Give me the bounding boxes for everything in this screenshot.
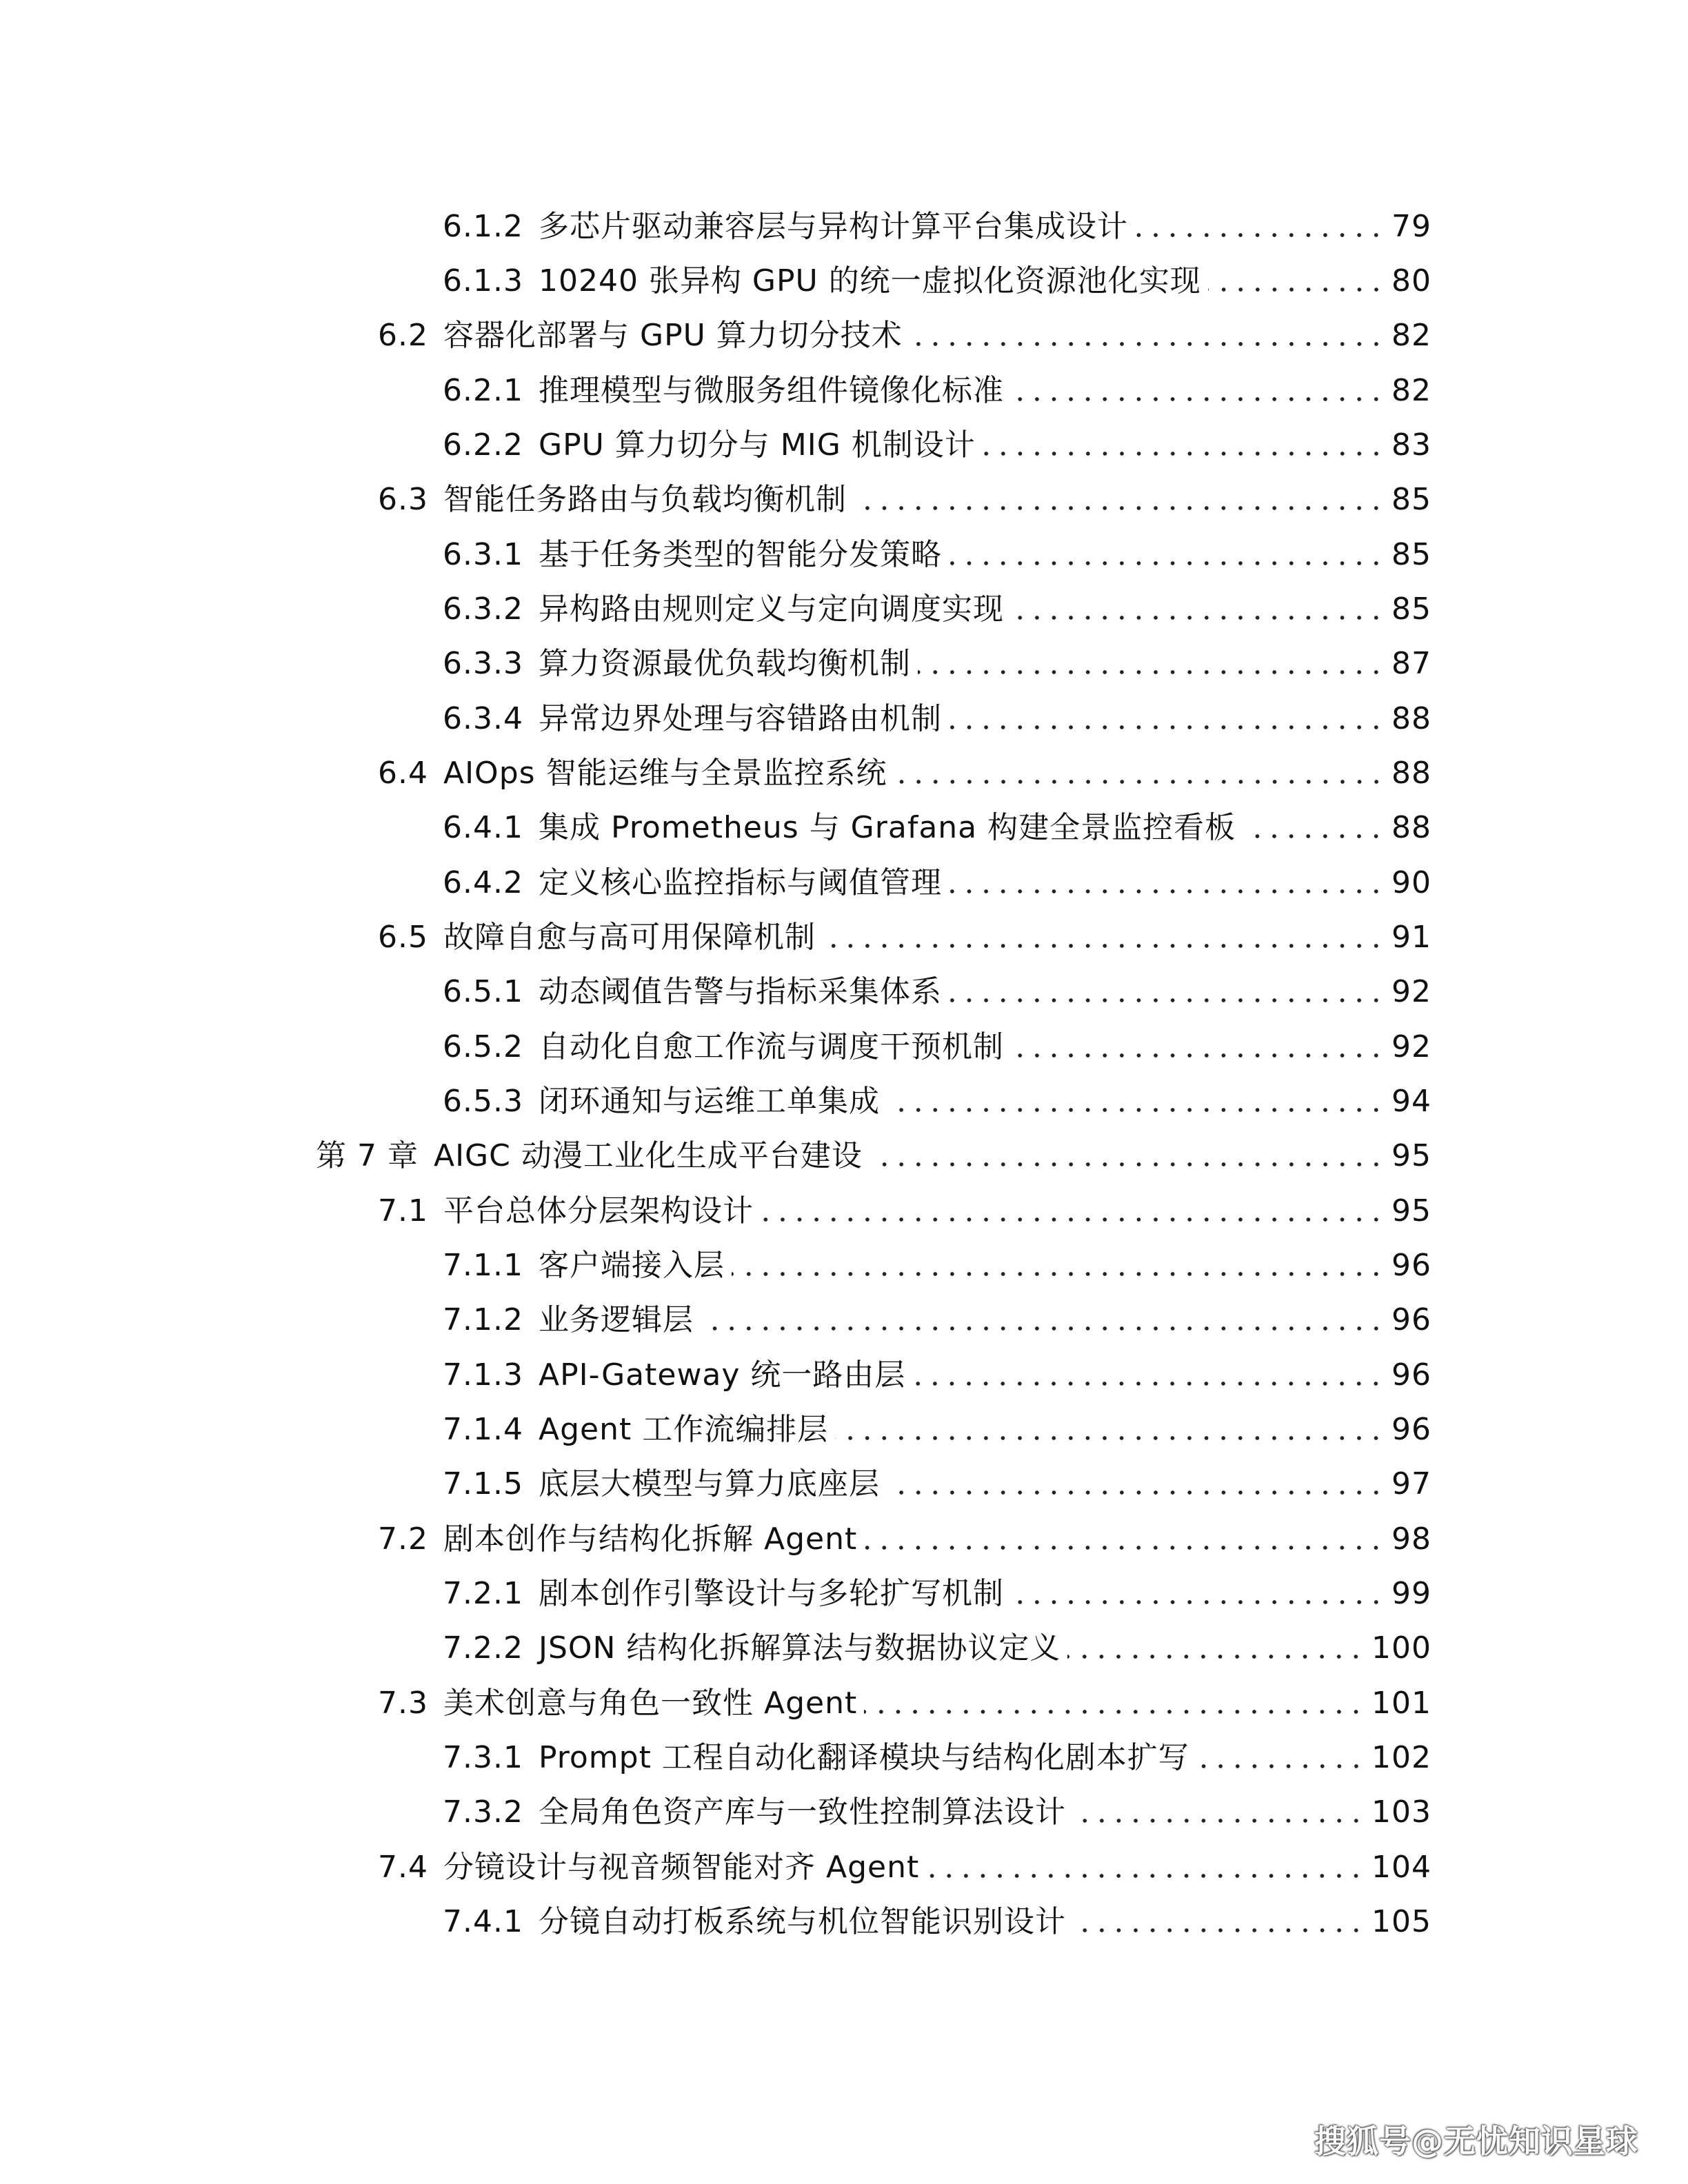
toc-entry-page: 88 xyxy=(1391,701,1431,736)
toc-entry-number: 7.1.2 xyxy=(443,1302,523,1337)
toc-entry-page: 99 xyxy=(1391,1576,1431,1611)
toc-entry-page: 98 xyxy=(1391,1521,1431,1557)
toc-entry[interactable] xyxy=(443,1573,1431,1615)
toc-entry-number: 6.3.3 xyxy=(443,646,523,681)
toc-entry[interactable] xyxy=(378,752,1431,795)
toc-entry-title: AIGC 动漫工业化生成平台建设 xyxy=(433,1138,863,1173)
toc-entry[interactable] xyxy=(443,807,1431,849)
toc-dot-leader xyxy=(1208,287,1385,292)
toc-entry-number: 7.4.1 xyxy=(443,1904,523,1939)
toc-entry-number: 6.1.3 xyxy=(443,263,523,299)
toc-entry-page: 87 xyxy=(1391,646,1431,681)
toc-entry-title: AIOps 智能运维与全景监控系统 xyxy=(443,756,887,791)
toc-entry-title: 多芯片驱动兼容层与异构计算平台集成设计 xyxy=(538,209,1128,244)
toc-dot-leader xyxy=(1011,397,1385,401)
toc-entry-number: 6.3.4 xyxy=(443,701,523,736)
toc-entry-title: 定义核心监控指标与阈值管理 xyxy=(538,865,942,900)
toc-entry-number: 7.1.4 xyxy=(443,1412,523,1447)
toc-entry-page: 92 xyxy=(1391,1029,1431,1064)
toc-entry-number: 7.3.2 xyxy=(443,1794,523,1830)
toc-entry[interactable] xyxy=(443,205,1431,248)
toc-entry[interactable] xyxy=(443,1791,1431,1834)
toc-dot-leader xyxy=(864,1710,1365,1714)
toc-entry-title: 业务逻辑层 xyxy=(538,1302,694,1337)
toc-entry[interactable] xyxy=(443,534,1431,576)
toc-entry-number: 7.1 xyxy=(378,1193,428,1228)
toc-entry[interactable] xyxy=(443,1026,1431,1069)
toc-entry-page: 83 xyxy=(1391,427,1431,463)
toc-dot-leader xyxy=(949,725,1385,729)
toc-dot-leader xyxy=(1196,1764,1365,1768)
toc-entry[interactable] xyxy=(378,1846,1431,1889)
toc-entry[interactable] xyxy=(443,643,1431,685)
toc-entry-title: 全局角色资产库与一致性控制算法设计 xyxy=(538,1794,1066,1830)
toc-entry[interactable] xyxy=(443,1627,1431,1670)
toc-dot-leader xyxy=(823,944,1385,948)
toc-entry-number: 7.3.1 xyxy=(443,1740,523,1775)
toc-entry[interactable] xyxy=(443,1901,1431,1943)
toc-entry-title: GPU 算力切分与 MIG 机制设计 xyxy=(538,427,976,463)
toc-entry-number: 6.3.2 xyxy=(443,592,523,627)
toc-dot-leader xyxy=(1011,1053,1385,1058)
toc-entry[interactable] xyxy=(443,1463,1431,1506)
toc-entry-title: 分镜设计与视音频智能对齐 Agent xyxy=(443,1850,920,1885)
toc-entry-number: 6.1.2 xyxy=(443,209,523,244)
toc-entry-number: 6.4 xyxy=(378,756,428,791)
toc-dot-leader xyxy=(894,780,1385,784)
toc-entry-title: 故障自愈与高可用保障机制 xyxy=(443,920,816,955)
toc-entry-title: 动态阈值告警与指标采集体系 xyxy=(538,974,942,1009)
toc-entry-page: 103 xyxy=(1372,1794,1431,1830)
toc-entry-page: 105 xyxy=(1372,1904,1431,1939)
toc-entry-title: 平台总体分层架构设计 xyxy=(443,1193,754,1228)
toc-entry-page: 94 xyxy=(1391,1084,1431,1119)
toc-entry-number: 6.2 xyxy=(378,318,428,353)
toc-entry-page: 100 xyxy=(1372,1630,1431,1666)
toc-entry[interactable] xyxy=(378,314,1431,357)
toc-entry-title: 分镜自动打板系统与机位智能识别设计 xyxy=(538,1904,1066,1939)
toc-entry-title: 闭环通知与运维工单集成 xyxy=(538,1084,880,1119)
toc-entry[interactable] xyxy=(443,1354,1431,1397)
toc-entry-page: 82 xyxy=(1391,373,1431,408)
toc-entry-page: 88 xyxy=(1391,810,1431,845)
toc-entry-page: 85 xyxy=(1391,482,1431,517)
toc-entry[interactable] xyxy=(378,1190,1431,1233)
toc-entry[interactable] xyxy=(443,1408,1431,1451)
toc-entry-title: 异构路由规则定义与定向调度实现 xyxy=(538,592,1004,627)
toc-entry-title: Agent 工作流编排层 xyxy=(538,1412,829,1447)
toc-entry[interactable] xyxy=(378,916,1431,959)
toc-entry-number: 6.5.3 xyxy=(443,1084,523,1119)
toc-entry-title: 智能任务路由与负载均衡机制 xyxy=(443,482,847,517)
toc-dot-leader xyxy=(732,1272,1385,1276)
toc-dot-leader xyxy=(864,1546,1385,1550)
toc-dot-leader xyxy=(1011,1600,1385,1604)
toc-dot-leader xyxy=(949,889,1385,893)
toc-entry-page: 104 xyxy=(1372,1850,1431,1885)
toc-dot-leader xyxy=(983,452,1385,456)
toc-dot-leader xyxy=(949,561,1385,565)
toc-entry[interactable] xyxy=(443,1080,1431,1123)
toc-entry-title: 底层大模型与算力底座层 xyxy=(538,1466,880,1502)
toc-dot-leader xyxy=(1243,834,1385,838)
toc-dot-leader xyxy=(887,1108,1385,1112)
toc-entry-number: 7.2.1 xyxy=(443,1576,523,1611)
toc-entry-number: 7.3 xyxy=(378,1686,428,1721)
toc-entry[interactable] xyxy=(378,1682,1431,1725)
toc-entry[interactable] xyxy=(443,1299,1431,1342)
toc-entry-page: 97 xyxy=(1391,1466,1431,1502)
toc-entry-title: 算力资源最优负载均衡机制 xyxy=(538,646,911,681)
toc-dot-leader xyxy=(761,1217,1385,1222)
toc-entry[interactable] xyxy=(443,370,1431,412)
toc-entry-title: 剧本创作与结构化拆解 Agent xyxy=(443,1521,858,1557)
toc-entry-title: 推理模型与微服务组件镜像化标准 xyxy=(538,373,1004,408)
toc-entry-page: 92 xyxy=(1391,974,1431,1009)
toc-dot-leader xyxy=(1011,616,1385,620)
toc-entry-page: 88 xyxy=(1391,756,1431,791)
toc-entry-title: 容器化部署与 GPU 算力切分技术 xyxy=(443,318,903,353)
toc-entry-title: 基于任务类型的智能分发策略 xyxy=(538,537,942,572)
toc-entry-number: 7.1.5 xyxy=(443,1466,523,1502)
toc-entry-number: 6.5.2 xyxy=(443,1029,523,1064)
toc-entry-page: 95 xyxy=(1391,1138,1431,1173)
toc-dot-leader xyxy=(912,1382,1385,1386)
toc-entry[interactable] xyxy=(443,971,1431,1013)
toc-dot-leader xyxy=(854,506,1385,510)
toc-entry-page: 96 xyxy=(1391,1357,1431,1393)
toc-dot-leader xyxy=(887,1490,1385,1495)
toc-entry-page: 90 xyxy=(1391,865,1431,900)
toc-entry[interactable] xyxy=(443,424,1431,467)
toc-dot-leader xyxy=(1073,1928,1365,1932)
toc-entry-page: 96 xyxy=(1391,1248,1431,1283)
toc-entry-page: 80 xyxy=(1391,263,1431,299)
toc-dot-leader xyxy=(1067,1655,1365,1659)
toc-entry[interactable] xyxy=(316,1135,1431,1177)
toc-entry-page: 85 xyxy=(1391,592,1431,627)
toc-dot-leader xyxy=(949,998,1385,1002)
toc-entry[interactable] xyxy=(443,260,1431,303)
toc-entry-number: 6.2.1 xyxy=(443,373,523,408)
toc-dot-leader xyxy=(926,1874,1365,1878)
toc-entry-number: 6.4.2 xyxy=(443,865,523,900)
toc-dot-leader xyxy=(701,1326,1385,1331)
toc-dot-leader xyxy=(918,670,1385,674)
toc-entry-title: 10240 张异构 GPU 的统一虚拟化资源池化实现 xyxy=(538,263,1201,299)
toc-dot-leader xyxy=(870,1162,1385,1166)
toc-entry-page: 79 xyxy=(1391,209,1431,244)
toc-entry-page: 96 xyxy=(1391,1302,1431,1337)
toc-entry[interactable] xyxy=(443,698,1431,740)
toc-entry-page: 102 xyxy=(1372,1740,1431,1775)
toc-entry-number: 6.3.1 xyxy=(443,537,523,572)
toc-entry-title: JSON 结构化拆解算法与数据协议定义 xyxy=(538,1630,1061,1666)
toc-entry-page: 96 xyxy=(1391,1412,1431,1447)
toc-entry-number: 7.1.3 xyxy=(443,1357,523,1393)
toc-entry[interactable] xyxy=(443,1244,1431,1287)
toc-entry[interactable] xyxy=(443,588,1431,631)
toc-entry-title: API-Gateway 统一路由层 xyxy=(538,1357,906,1393)
watermark: 搜狐号@无忧知识星球 xyxy=(1314,2123,1638,2160)
toc-entry-number: 7.2 xyxy=(378,1521,428,1557)
toc-entry-number: 6.5.1 xyxy=(443,974,523,1009)
toc-entry-number: 6.5 xyxy=(378,920,428,955)
toc-entry[interactable] xyxy=(443,1737,1431,1779)
toc-dot-leader xyxy=(1135,233,1385,237)
toc-entry[interactable] xyxy=(378,478,1431,521)
toc-entry-title: Prompt 工程自动化翻译模块与结构化剧本扩写 xyxy=(538,1740,1189,1775)
toc-entry-page: 82 xyxy=(1391,318,1431,353)
toc-entry-title: 客户端接入层 xyxy=(538,1248,725,1283)
toc-entry[interactable] xyxy=(378,1518,1431,1561)
toc-entry-title: 剧本创作引擎设计与多轮扩写机制 xyxy=(538,1576,1004,1611)
toc-dot-leader xyxy=(1073,1819,1365,1823)
toc-entry-number: 7.2.2 xyxy=(443,1630,523,1666)
toc-entry-number: 6.3 xyxy=(378,482,428,517)
toc-entry-page: 95 xyxy=(1391,1193,1431,1228)
toc-entry-number: 6.2.2 xyxy=(443,427,523,463)
toc-dot-leader xyxy=(910,342,1385,346)
toc-entry-title: 异常边界处理与容错路由机制 xyxy=(538,701,942,736)
toc-entry-title: 自动化自愈工作流与调度干预机制 xyxy=(538,1029,1004,1064)
toc-entry-title: 美术创意与角色一致性 Agent xyxy=(443,1686,858,1721)
toc-entry-number: 7.1.1 xyxy=(443,1248,523,1283)
toc-entry-title: 集成 Prometheus 与 Grafana 构建全景监控看板 xyxy=(538,810,1236,845)
toc-entry-number: 6.4.1 xyxy=(443,810,523,845)
toc-entry-page: 101 xyxy=(1372,1686,1431,1721)
toc-entry-page: 85 xyxy=(1391,537,1431,572)
toc-dot-leader xyxy=(835,1436,1385,1440)
toc-entry-page: 91 xyxy=(1391,920,1431,955)
toc-entry-number: 第 7 章 xyxy=(316,1138,419,1173)
toc-entry-number: 7.4 xyxy=(378,1850,428,1885)
toc-entry[interactable] xyxy=(443,862,1431,904)
